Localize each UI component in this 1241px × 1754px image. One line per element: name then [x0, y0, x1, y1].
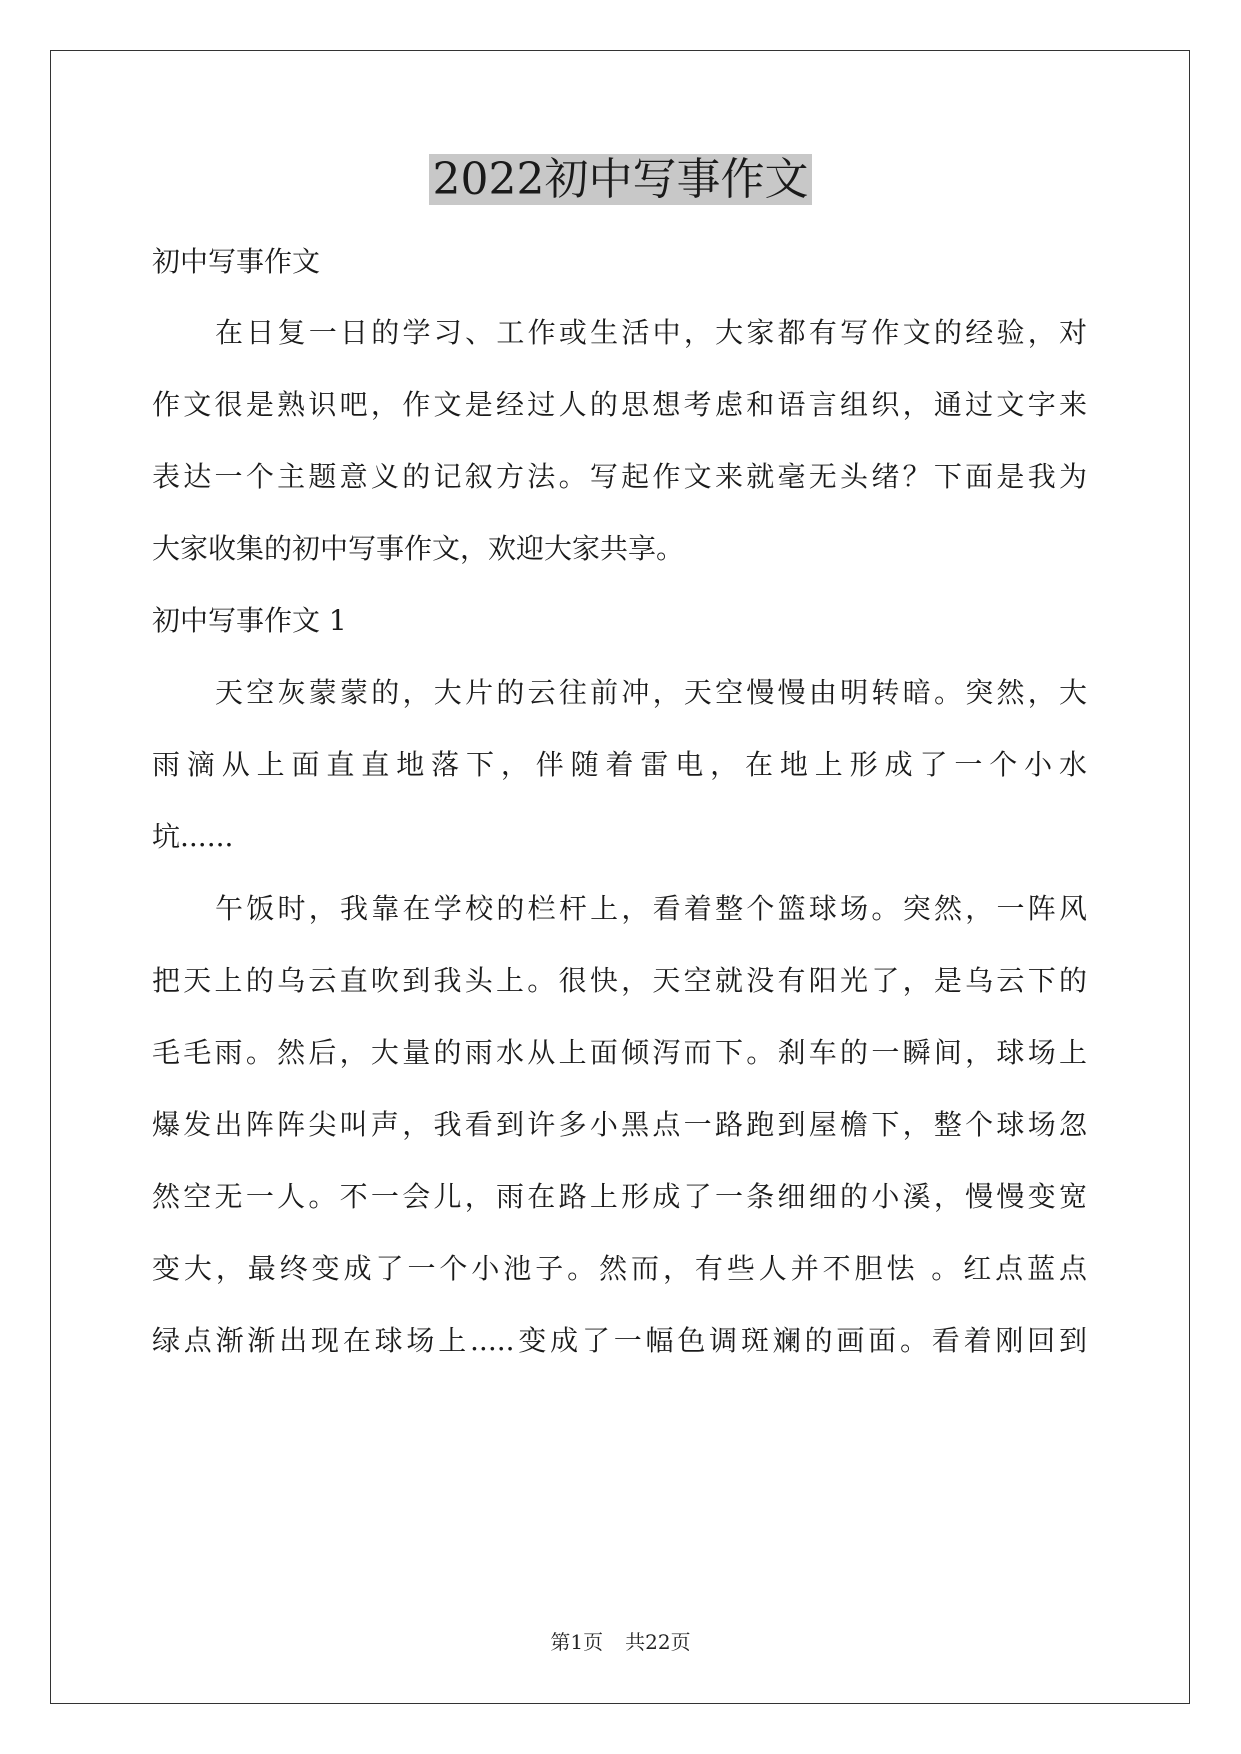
subtitle: 初中写事作文	[152, 245, 321, 278]
paragraph-line: 毛毛雨。然后，大量的雨水从上面倾泻而下。刹车的一瞬间，球场上	[152, 1036, 1087, 1069]
section-heading: 初中写事作文 1	[152, 604, 347, 637]
page-border	[50, 50, 1190, 1704]
paragraph-line: 爆发出阵阵尖叫声，我看到许多小黑点一路跑到屋檐下，整个球场忽	[152, 1108, 1087, 1141]
page-total: 共22页	[625, 1630, 691, 1654]
paragraph-line: 雨滴从上面直直地落下，伴随着雷电，在地上形成了一个小水	[152, 748, 1087, 781]
paragraph-line: 午饭时，我靠在学校的栏杆上，看着整个篮球场。突然，一阵风	[215, 892, 1087, 925]
page-number: 第1页	[550, 1630, 604, 1654]
paragraph-line: 变大，最终变成了一个小池子。然而，有些人并不胆怯 。红点蓝点	[152, 1252, 1087, 1285]
paragraph-line: 把天上的乌云直吹到我头上。很快，天空就没有阳光了，是乌云下的	[152, 964, 1087, 997]
paragraph-line: 大家收集的初中写事作文，欢迎大家共享。	[152, 532, 685, 565]
paragraph-line: 坑......	[152, 820, 234, 853]
paragraph-line: 在日复一日的学习、工作或生活中，大家都有写作文的经验，对	[215, 316, 1087, 349]
document-title	[0, 150, 1241, 210]
paragraph-line: 作文很是熟识吧，作文是经过人的思想考虑和语言组织，通过文字来	[152, 388, 1087, 421]
paragraph-line: 表达一个主题意义的记叙方法。写起作文来就毫无头绪？下面是我为	[152, 460, 1087, 493]
page-footer	[0, 1630, 1241, 1654]
paragraph-line: 绿点渐渐出现在球场上.....变成了一幅色调斑斓的画面。看着刚回到	[152, 1324, 1087, 1357]
document-title-text: 2022初中写事作文	[429, 154, 813, 205]
paragraph-line: 然空无一人。不一会儿，雨在路上形成了一条细细的小溪，慢慢变宽	[152, 1180, 1087, 1213]
paragraph-line: 天空灰蒙蒙的，大片的云往前冲，天空慢慢由明转暗。突然，大	[215, 676, 1087, 709]
